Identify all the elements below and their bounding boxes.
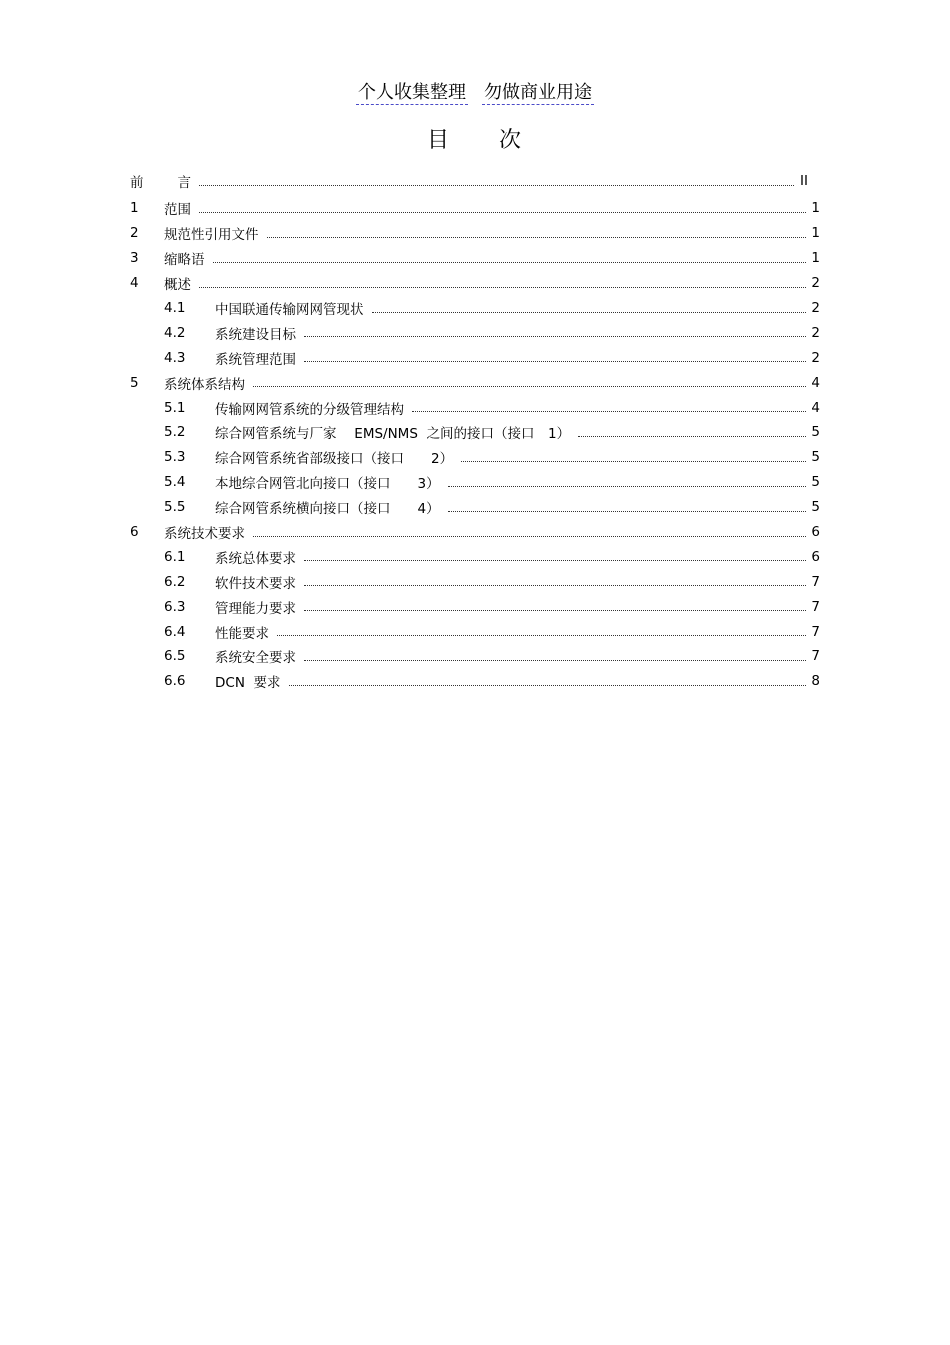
toc-entry[interactable]	[130, 470, 820, 495]
toc-entry-number: 5	[130, 374, 139, 391]
toc-entry-number: 5.5	[164, 499, 186, 516]
toc-entry-label: 综合网管系统与厂家 EMS/NMS 之间的接口（接口 1）	[215, 426, 571, 443]
toc-entry-label: 系统总体要求	[215, 550, 296, 567]
toc-entry-page: 1	[811, 225, 820, 242]
toc-entry-number: 5.2	[164, 424, 186, 441]
toc-leader-dots	[304, 610, 806, 611]
toc-entry[interactable]	[130, 520, 820, 545]
toc-entry-label: 综合网管系统横向接口（接口 4）	[215, 501, 440, 518]
toc-leader-dots	[199, 185, 794, 186]
toc-entry-number: 6.4	[164, 623, 186, 640]
toc-entry-number: 1	[130, 200, 139, 217]
toc-entry-label: 系统建设目标	[215, 326, 296, 343]
toc-entry-page: 2	[811, 300, 820, 316]
toc-entry-page: 7	[811, 648, 820, 665]
toc-entry-page: 6	[811, 548, 820, 565]
toc-leader-dots	[461, 461, 806, 462]
toc-entry[interactable]	[130, 395, 820, 420]
toc-entry-page: 2	[811, 349, 820, 366]
toc-entry-label: 本地综合网管北向接口（接口 3）	[215, 476, 440, 493]
toc-entry-number: 4.3	[164, 349, 186, 366]
toc-entry-page: 8	[811, 673, 820, 690]
toc-entry[interactable]	[130, 420, 820, 445]
toc-entry[interactable]	[130, 619, 820, 644]
toc-entry-number: 4.2	[164, 324, 186, 341]
toc-entry-page: 5	[811, 474, 820, 491]
toc-entry[interactable]	[130, 569, 820, 594]
toc-entry-label: 软件技术要求	[215, 575, 296, 592]
toc-entry-label: 系统安全要求	[215, 650, 296, 667]
header-note-part2: 勿做商业用途	[484, 82, 592, 103]
toc-entry-page: 1	[811, 250, 820, 267]
toc-entry-page: 7	[811, 623, 820, 640]
toc-entry-page: 7	[811, 598, 820, 615]
toc-entry[interactable]	[130, 271, 820, 296]
toc-leader-dots	[304, 585, 806, 586]
toc-entry-label: 范围	[164, 202, 191, 219]
toc-leader-dots	[304, 560, 806, 561]
toc-entry[interactable]	[130, 669, 820, 694]
header-note	[0, 80, 950, 106]
toc-entry[interactable]	[130, 445, 820, 470]
toc-entry-page: 5	[811, 499, 820, 516]
toc-leader-dots	[199, 287, 806, 288]
toc-entry[interactable]	[130, 296, 820, 321]
toc-entry-label: 中国联通传输网网管现状	[215, 302, 364, 318]
toc-entry-label: 缩略语	[164, 252, 205, 269]
toc-entry[interactable]	[130, 345, 820, 370]
header-note-part1: 个人收集整理	[358, 82, 466, 103]
toc-entry-number: 2	[130, 225, 139, 242]
toc-leader-dots	[412, 411, 806, 412]
toc-entry-page: 5	[811, 424, 820, 441]
toc-leader-dots	[213, 262, 807, 263]
toc-entry-number: 6.5	[164, 648, 186, 665]
toc-leader-dots	[372, 312, 807, 313]
toc-entry-number: 6.6	[164, 673, 186, 690]
toc-entry-label: 系统技术要求	[164, 526, 245, 543]
toc-entry-number: 6.3	[164, 598, 186, 615]
toc-entry-page: 6	[811, 524, 820, 541]
toc-title-char1: 目	[426, 128, 451, 153]
toc-leader-dots	[304, 660, 806, 661]
toc-entry-page: 2	[811, 275, 820, 292]
toc-entry-page: II	[800, 173, 808, 189]
toc-leader-dots	[253, 536, 806, 537]
toc-entry-number: 5.4	[164, 474, 186, 491]
toc-entry-label: 性能要求	[215, 625, 269, 642]
toc-entry-page: 5	[811, 449, 820, 466]
toc-leader-dots	[289, 685, 806, 686]
toc-entry-label: DCN 要求	[215, 675, 281, 692]
toc-entry-number: 6.2	[164, 573, 186, 590]
toc-entry-label: 规范性引用文件	[164, 227, 259, 244]
toc-entry-label: 系统体系结构	[164, 376, 245, 393]
toc-entry-page: 2	[811, 324, 820, 341]
toc-entry-number: 3	[130, 250, 139, 267]
toc-entry-page: 4	[811, 374, 820, 391]
toc-entry-number: 6.1	[164, 548, 186, 565]
toc-entry-label: 前 言	[130, 175, 191, 191]
toc-title-char2: 次	[499, 128, 524, 153]
toc-leader-dots	[304, 336, 806, 337]
toc-entry[interactable]	[130, 594, 820, 619]
toc-entry[interactable]	[130, 495, 820, 520]
table-of-contents	[130, 168, 820, 694]
toc-entry[interactable]	[130, 221, 820, 246]
toc-leader-dots	[304, 361, 806, 362]
toc-entry-number: 6	[130, 524, 139, 541]
toc-leader-dots	[253, 386, 806, 387]
toc-entry-page: 7	[811, 573, 820, 590]
toc-entry[interactable]	[130, 320, 820, 345]
toc-leader-dots	[199, 212, 806, 213]
toc-entry-label: 系统管理范围	[215, 351, 296, 368]
toc-leader-dots	[448, 511, 806, 512]
toc-entry-number: 4.1	[164, 300, 186, 316]
toc-leader-dots	[578, 436, 806, 437]
toc-entry-page: 4	[811, 399, 820, 416]
toc-entry-number: 5.3	[164, 449, 186, 466]
toc-entry-number: 4	[130, 275, 139, 292]
toc-leader-dots	[267, 237, 807, 238]
toc-entry-label: 管理能力要求	[215, 600, 296, 617]
toc-entry-preface[interactable]	[130, 168, 820, 194]
toc-entry-number: 5.1	[164, 399, 186, 416]
toc-entry-label: 传输网网管系统的分级管理结构	[215, 401, 404, 418]
toc-leader-dots	[448, 486, 806, 487]
toc-entry[interactable]	[130, 246, 820, 271]
toc-entry[interactable]	[130, 644, 820, 669]
toc-leader-dots	[277, 635, 806, 636]
toc-title	[0, 126, 950, 156]
toc-entry-label: 综合网管系统省部级接口（接口 2）	[215, 451, 454, 468]
toc-entry[interactable]	[130, 370, 820, 395]
toc-entry-page: 1	[811, 200, 820, 217]
toc-entry[interactable]	[130, 544, 820, 569]
toc-entry[interactable]	[130, 196, 820, 221]
toc-entry-label: 概述	[164, 277, 191, 294]
